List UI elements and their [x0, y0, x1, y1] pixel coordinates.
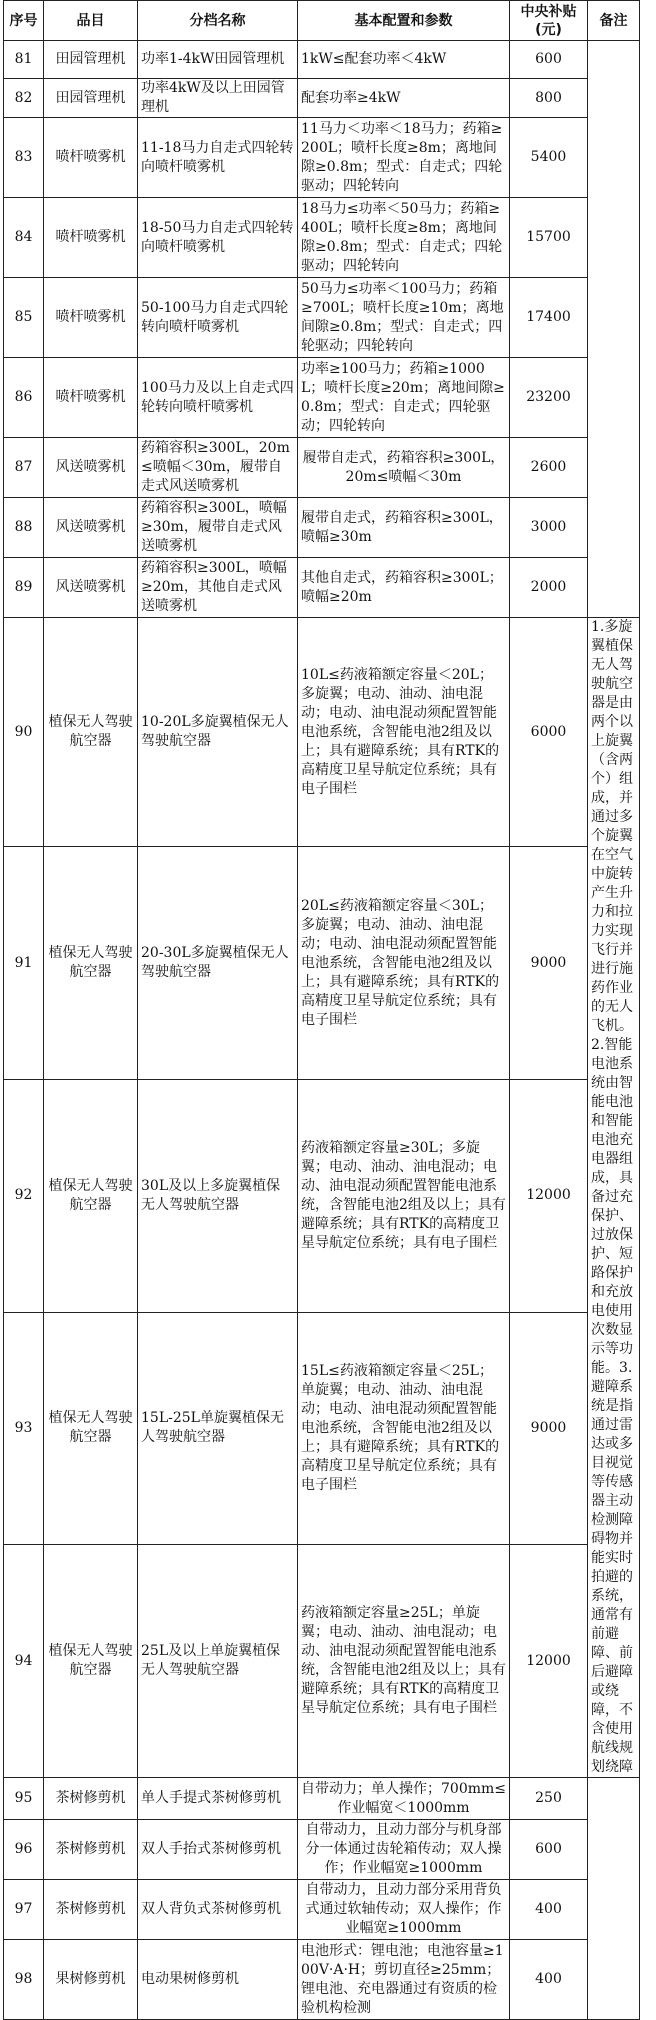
cell-item: 风送喷雾机 — [44, 558, 138, 618]
cell-no: 82 — [4, 79, 44, 118]
table-header-row — [4, 1, 640, 41]
cell-item: 喷杆喷雾机 — [44, 278, 138, 358]
cell-item: 田园管理机 — [44, 41, 138, 79]
cell-subsidy: 5400 — [510, 118, 588, 198]
cell-item: 植保无人驾驶航空器 — [44, 618, 138, 847]
cell-no: 94 — [4, 1545, 44, 1778]
table-row — [4, 1880, 640, 1940]
table-row — [4, 1545, 640, 1778]
cell-no: 91 — [4, 847, 44, 1080]
cell-subsidy: 600 — [510, 1820, 588, 1880]
cell-config: 功率≥100马力；药箱≥1000L；喷杆长度≥20m；离地间隙≥0.8m；型式：自走式；四轮驱动；四轮转向 — [298, 358, 510, 438]
cell-item: 风送喷雾机 — [44, 498, 138, 558]
header-config: 基本配置和参数 — [298, 1, 510, 41]
cell-config: 其他自走式，药箱容积≥300L；喷幅≥20m — [298, 558, 510, 618]
cell-config: 10L≤药液箱额定容量＜20L；多旋翼；电动、油动、油电混动；电动、油电混动须配置智能电池系统，含智能电池2组及以上；具有避障系统；具有RTK的高精度卫星导航定位系统；具有电子围栏 — [298, 618, 510, 847]
cell-grade: 30L及以上多旋翼植保无人驾驶航空器 — [138, 1080, 298, 1313]
cell-config: 配套功率≥4kW — [298, 79, 510, 118]
cell-grade: 药箱容积≥300L，喷幅≥20m，其他自走式风送喷雾机 — [138, 558, 298, 618]
cell-config: 电池形式：锂电池；电池容量≥100V·A·H；剪切直径≥25mm；锂电池、充电器通过有资质的检验机构检测 — [298, 1940, 510, 2020]
cell-subsidy: 12000 — [510, 1080, 588, 1313]
cell-grade: 药箱容积≥300L，喷幅≥30m，履带自走式风送喷雾机 — [138, 498, 298, 558]
cell-item: 果树修剪机 — [44, 1940, 138, 2020]
cell-grade: 电动果树修剪机 — [138, 1940, 298, 2020]
header-remark: 备注 — [588, 1, 640, 41]
cell-config: 自带动力；单人操作；700mm≤作业幅宽＜1000mm — [298, 1778, 510, 1820]
cell-subsidy: 800 — [510, 79, 588, 118]
table-row — [4, 1820, 640, 1880]
table-row — [4, 558, 640, 618]
table-row — [4, 498, 640, 558]
cell-grade: 18-50马力自走式四轮转向喷杆喷雾机 — [138, 198, 298, 278]
cell-item: 喷杆喷雾机 — [44, 198, 138, 278]
cell-no: 98 — [4, 1940, 44, 2020]
cell-config: 50马力≤功率＜100马力；药箱≥700L；喷杆长度≥10m；离地间隙≥0.8m；型式：自走式；四轮驱动；四轮转向 — [298, 278, 510, 358]
cell-config: 履带自走式，药箱容积≥300L，喷幅≥30m — [298, 498, 510, 558]
cell-no: 90 — [4, 618, 44, 847]
cell-subsidy: 600 — [510, 41, 588, 79]
cell-grade: 20-30L多旋翼植保无人驾驶航空器 — [138, 847, 298, 1080]
cell-config: 药液箱额定容量≥30L；多旋翼；电动、油动、油电混动；电动、油电混动须配置智能电池系统，含智能电池2组及以上；具有避障系统；具有RTK的高精度卫星导航定位系统；具有电子围栏 — [298, 1080, 510, 1313]
cell-no: 97 — [4, 1880, 44, 1940]
header-subsidy: 中央补贴(元) — [510, 1, 588, 41]
cell-config: 11马力＜功率＜18马力；药箱≥200L；喷杆长度≥8m；离地间隙≥0.8m；型式：自走式；四轮驱动；四轮转向 — [298, 118, 510, 198]
cell-config: 20L≤药液箱额定容量＜30L；多旋翼；电动、油动、油电混动；电动、油电混动须配置智能电池系统，含智能电池2组及以上；具有避障系统；具有RTK的高精度卫星导航定位系统；具有电子围栏 — [298, 847, 510, 1080]
subsidy-table — [3, 0, 640, 2020]
cell-no: 83 — [4, 118, 44, 198]
cell-grade: 功率4kW及以上田园管理机 — [138, 79, 298, 118]
cell-no: 93 — [4, 1312, 44, 1545]
cell-no: 84 — [4, 198, 44, 278]
cell-config: 自带动力，且动力部分采用背负式通过软轴传动；双人操作；作业幅宽≥1000mm — [298, 1880, 510, 1940]
table-row — [4, 358, 640, 438]
cell-config: 履带自走式，药箱容积≥300L，20m≤喷幅＜30m — [298, 438, 510, 498]
table-row — [4, 79, 640, 118]
cell-subsidy: 17400 — [510, 278, 588, 358]
cell-subsidy: 9000 — [510, 1312, 588, 1545]
cell-subsidy: 250 — [510, 1778, 588, 1820]
table-row — [4, 41, 640, 79]
header-grade: 分档名称 — [138, 1, 298, 41]
cell-subsidy: 9000 — [510, 847, 588, 1080]
cell-no: 87 — [4, 438, 44, 498]
cell-item: 茶树修剪机 — [44, 1778, 138, 1820]
cell-no: 85 — [4, 278, 44, 358]
cell-item: 茶树修剪机 — [44, 1820, 138, 1880]
cell-grade: 11-18马力自走式四轮转向喷杆喷雾机 — [138, 118, 298, 198]
cell-config: 1kW≤配套功率＜4kW — [298, 41, 510, 79]
cell-no: 89 — [4, 558, 44, 618]
cell-no: 88 — [4, 498, 44, 558]
cell-no: 92 — [4, 1080, 44, 1313]
cell-subsidy: 12000 — [510, 1545, 588, 1778]
cell-item: 田园管理机 — [44, 79, 138, 118]
cell-item: 喷杆喷雾机 — [44, 358, 138, 438]
cell-config: 自带动力，且动力部分与机身部分一体通过齿轮箱传动；双人操作；作业幅宽≥1000mm — [298, 1820, 510, 1880]
cell-subsidy: 2600 — [510, 438, 588, 498]
cell-subsidy: 400 — [510, 1880, 588, 1940]
table-row — [4, 198, 640, 278]
remark-uav-note: 1.多旋翼植保无人驾驶航空器是由两个以上旋翼（含两个）组成，并通过多个旋翼在空气中旋转产生升力和拉力实现飞行并进行施药作业的无人飞机。2.智能电池系统由智能电池和智能电池充电器组成，具备过充保护、过放保护、短路保护和充放电使用次数显示等功能。3.避障系统是指通过雷达或多目视觉等传感器主动检测障碍物并能实时拍避的系统，通常有前避障、前后避障或绕障，不含使用航线规划绕障 — [588, 618, 640, 1778]
cell-grade: 50-100马力自走式四轮转向喷杆喷雾机 — [138, 278, 298, 358]
cell-config: 18马力≤功率＜50马力；药箱≥400L；喷杆长度≥8m；离地间隙≥0.8m；型式：自走式；四轮驱动；四轮转向 — [298, 198, 510, 278]
table-row — [4, 1312, 640, 1545]
header-item: 品目 — [44, 1, 138, 41]
cell-remark-empty — [588, 41, 640, 618]
table-row — [4, 1778, 640, 1820]
cell-grade: 25L及以上单旋翼植保无人驾驶航空器 — [138, 1545, 298, 1778]
cell-subsidy: 3000 — [510, 498, 588, 558]
cell-grade: 功率1-4kW田园管理机 — [138, 41, 298, 79]
cell-no: 86 — [4, 358, 44, 438]
cell-subsidy: 15700 — [510, 198, 588, 278]
cell-config: 药液箱额定容量≥25L；单旋翼；电动、油动、油电混动；电动、油电混动须配置智能电池系统，含智能电池2组及以上；具有避障系统；具有RTK的高精度卫星导航定位系统；具有电子围栏 — [298, 1545, 510, 1778]
cell-item: 风送喷雾机 — [44, 438, 138, 498]
table-row — [4, 1080, 640, 1313]
cell-grade: 双人手抬式茶树修剪机 — [138, 1820, 298, 1880]
cell-item: 植保无人驾驶航空器 — [44, 1312, 138, 1545]
cell-grade: 单人手提式茶树修剪机 — [138, 1778, 298, 1820]
cell-no: 95 — [4, 1778, 44, 1820]
cell-grade: 药箱容积≥300L，20m≤喷幅＜30m，履带自走式风送喷雾机 — [138, 438, 298, 498]
table-row — [4, 438, 640, 498]
cell-item: 喷杆喷雾机 — [44, 118, 138, 198]
cell-grade: 100马力及以上自走式四轮转向喷杆喷雾机 — [138, 358, 298, 438]
cell-grade: 10-20L多旋翼植保无人驾驶航空器 — [138, 618, 298, 847]
cell-subsidy: 2000 — [510, 558, 588, 618]
cell-grade: 15L-25L单旋翼植保无人驾驶航空器 — [138, 1312, 298, 1545]
table-row — [4, 118, 640, 198]
cell-item: 茶树修剪机 — [44, 1880, 138, 1940]
cell-subsidy: 400 — [510, 1940, 588, 2020]
cell-item: 植保无人驾驶航空器 — [44, 1080, 138, 1313]
table-row — [4, 847, 640, 1080]
cell-config: 15L≤药液箱额定容量＜25L；单旋翼；电动、油动、油电混动；电动、油电混动须配置智能电池系统，含智能电池2组及以上；具有避障系统；具有RTK的高精度卫星导航定位系统；具有电子围栏 — [298, 1312, 510, 1545]
cell-grade: 双人背负式茶树修剪机 — [138, 1880, 298, 1940]
table-row — [4, 618, 640, 847]
table-row — [4, 1940, 640, 2020]
cell-remark-empty — [588, 1778, 640, 2020]
cell-no: 81 — [4, 41, 44, 79]
cell-no: 96 — [4, 1820, 44, 1880]
header-no: 序号 — [4, 1, 44, 41]
cell-item: 植保无人驾驶航空器 — [44, 1545, 138, 1778]
cell-subsidy: 23200 — [510, 358, 588, 438]
cell-item: 植保无人驾驶航空器 — [44, 847, 138, 1080]
cell-subsidy: 6000 — [510, 618, 588, 847]
table-row — [4, 278, 640, 358]
